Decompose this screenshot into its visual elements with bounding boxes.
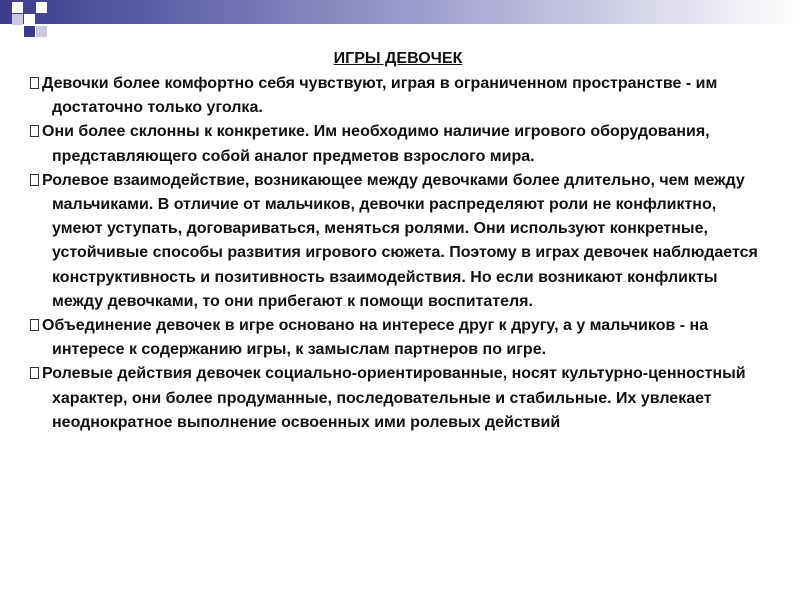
bullet-item: Ролевые действия девочек социально-ориентированные, носят культурно-ценностный характер, они более продуманные, последовательные и стабильные. Их увлекает неоднократное выполнение освоенных ими ролевых действий [28, 362, 768, 435]
decorative-squares [0, 0, 60, 50]
bullet-box-icon [30, 125, 39, 137]
bullet-box-icon [30, 77, 39, 89]
slide-content [28, 49, 768, 435]
bullet-box-icon [30, 319, 39, 331]
bullet-box-icon [30, 174, 39, 186]
bullet-item: Они более склонны к конкретике. Им необходимо наличие игрового оборудования, представляющего собой аналог предметов взрослого мира. [28, 120, 768, 168]
bullet-item: Девочки более комфортно себя чувствуют, играя в ограниченном пространстве - им достаточно только уголка. [28, 72, 768, 120]
bullet-item: Ролевое взаимодействие, возникающее между девочками более длительно, чем между мальчиками. В отличие от мальчиков, девочки распределяют роли не конфликтно, умеют уступать, договариваться, меняться ролями. Они используют конкретные, устойчивые способы развития игрового сюжета. Поэтому в играх девочек наблюдается конструктивность и позитивность взаимодействия. Но если возникают конфликты между девочками, то они прибегают к помощи воспитателя. [28, 169, 768, 314]
bullet-box-icon [30, 367, 39, 379]
bullet-item: Объединение девочек в игре основано на интересе друг к другу, а у мальчиков - на интересе к содержанию игры, к замыслам партнеров по игре. [28, 314, 768, 362]
header-gradient-bar [0, 0, 800, 24]
slide-title: ИГРЫ ДЕВОЧЕК [333, 50, 463, 67]
